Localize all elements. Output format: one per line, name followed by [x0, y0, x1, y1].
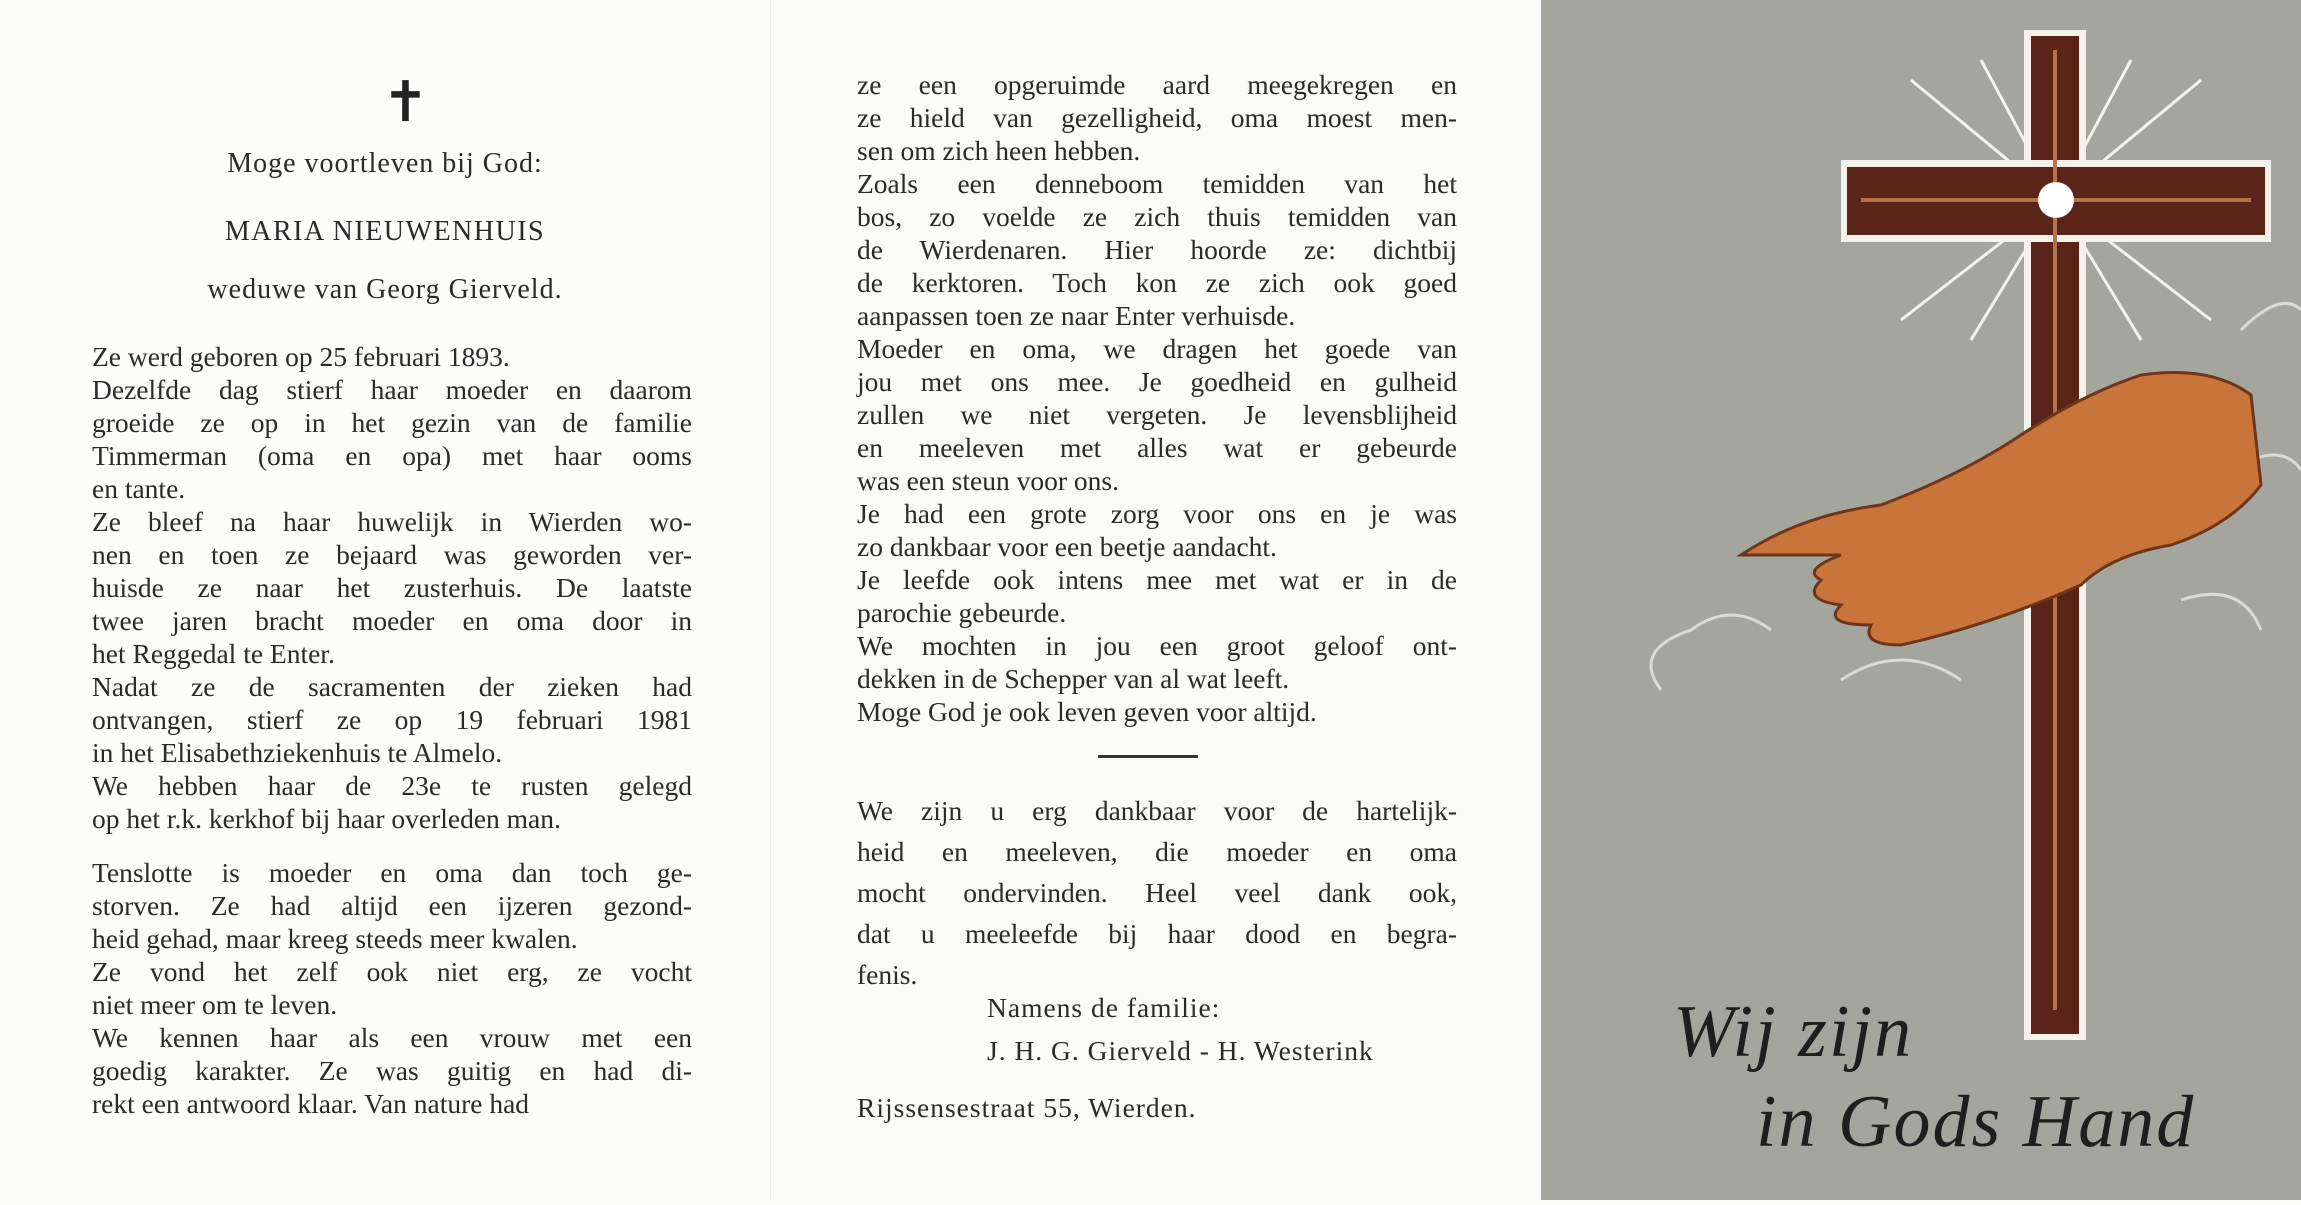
text-line: Dezelfde dag stierf haar moeder en daarom — [92, 374, 692, 405]
motto-line-2: in Gods Hand — [1756, 1081, 2196, 1163]
text-line: storven. Ze had altijd een ijzeren gezond- — [92, 890, 692, 921]
text-line: Zoals een denneboom temidden van het — [857, 168, 1457, 199]
text-line: fenis. — [857, 959, 918, 990]
thanks-paragraph — [857, 790, 1457, 995]
text-line: nen en toen ze bejaard was geworden ver- — [92, 539, 692, 570]
text-line: goedig karakter. Ze was guitig en had di- — [92, 1055, 692, 1086]
text-line: We hebben haar de 23e te rusten gelegd — [92, 770, 692, 801]
text-line: de kerktoren. Toch kon ze zich ook goed — [857, 267, 1457, 298]
memorial-paragraph — [857, 68, 1457, 728]
subtitle: weduwe van Georg Gierveld. — [207, 274, 563, 305]
text-line: We kennen haar als een vrouw met een — [92, 1022, 692, 1053]
cross-and-hand-illustration — [1541, 0, 2301, 1200]
family-names: J. H. G. Gierveld - H. Westerink — [987, 1035, 1374, 1066]
biography-paragraph-1 — [92, 340, 692, 835]
text-line: groeide ze op in het gezin van de familie — [92, 407, 692, 438]
text-line: de Wierdenaren. Hier hoorde ze: dichtbij — [857, 234, 1457, 265]
text-line: in het Elisabethziekenhuis te Almelo. — [92, 737, 503, 768]
text-line: Ze bleef na haar huwelijk in Wierden wo- — [92, 506, 692, 537]
text-line: huisde ze naar het zusterhuis. De laatste — [92, 572, 692, 603]
text-line: zo dankbaar voor een beetje aandacht. — [857, 531, 1277, 562]
text-line: Moge God je ook leven geven voor altijd. — [857, 696, 1317, 727]
text-line: aanpassen toen ze naar Enter verhuisde. — [857, 300, 1296, 331]
text-line: parochie gebeurde. — [857, 597, 1067, 628]
motto-line-1: Wij zijn — [1673, 991, 1914, 1073]
text-line: Timmerman (oma en opa) met haar ooms — [92, 440, 692, 471]
text-line: jou met ons mee. Je goedheid en gulheid — [857, 366, 1457, 397]
text-line: en tante. — [92, 473, 186, 504]
text-line: We mochten in jou een groot geloof ont- — [857, 630, 1457, 661]
text-line: Ze vond het zelf ook niet erg, ze vocht — [92, 956, 692, 987]
text-line: twee jaren bracht moeder en oma door in — [92, 605, 692, 636]
text-line: Je leefde ook intens mee met wat er in de — [857, 564, 1457, 595]
family-label: Namens de familie: — [987, 992, 1221, 1023]
text-line: sen om zich heen hebben. — [857, 135, 1141, 166]
left-page — [0, 0, 770, 1200]
text-line: We zijn u erg dankbaar voor de hartelijk- — [857, 795, 1457, 826]
card-image — [1541, 0, 2301, 1200]
text-line: ze hield van gezelligheid, oma moest men- — [857, 102, 1457, 133]
text-line: Je had een grote zorg voor ons en je was — [857, 498, 1457, 529]
text-line: bos, zo voelde ze zich thuis temidden van — [857, 201, 1457, 232]
text-line: heid en meeleven, die moeder en oma — [857, 836, 1457, 867]
text-line: Ze werd geboren op 25 februari 1893. — [92, 341, 510, 372]
cross-icon: ✝ — [382, 72, 429, 134]
text-line: heid gehad, maar kreeg steeds meer kwalen. — [92, 923, 578, 954]
text-line: niet meer om te leven. — [92, 989, 338, 1020]
heading: Moge voortleven bij God: — [227, 148, 543, 179]
address: Rijssensestraat 55, Wierden. — [857, 1092, 1197, 1123]
biography-paragraph-2 — [92, 856, 692, 1120]
deceased-name: MARIA NIEUWENHUIS — [224, 216, 546, 247]
text-line: was een steun voor ons. — [857, 465, 1119, 496]
text-line: Tenslotte is moeder en oma dan toch ge- — [92, 857, 692, 888]
text-line: zullen we niet vergeten. Je levensblijheid — [857, 399, 1457, 430]
hand-shape — [1741, 373, 2261, 646]
text-line: dekken in de Schepper van al wat leeft. — [857, 663, 1290, 694]
text-line: Nadat ze de sacramenten der zieken had — [92, 671, 692, 702]
text-line: op het r.k. kerkhof bij haar overleden man. — [92, 803, 561, 834]
text-line: Moeder en oma, we dragen het goede van — [857, 333, 1457, 364]
text-line: dat u meeleefde bij haar dood en begra- — [857, 918, 1457, 949]
text-line: ze een opgeruimde aard meegekregen en — [857, 69, 1457, 100]
text-line: het Reggedal te Enter. — [92, 638, 335, 669]
text-line: en meeleven met alles wat er gebeurde — [857, 432, 1457, 463]
divider — [1098, 755, 1198, 758]
text-line: ontvangen, stierf ze op 19 februari 1981 — [92, 704, 692, 735]
text-line: rekt een antwoord klaar. Van nature had — [92, 1088, 530, 1119]
text-line: mocht ondervinden. Heel veel dank ook, — [857, 877, 1457, 908]
